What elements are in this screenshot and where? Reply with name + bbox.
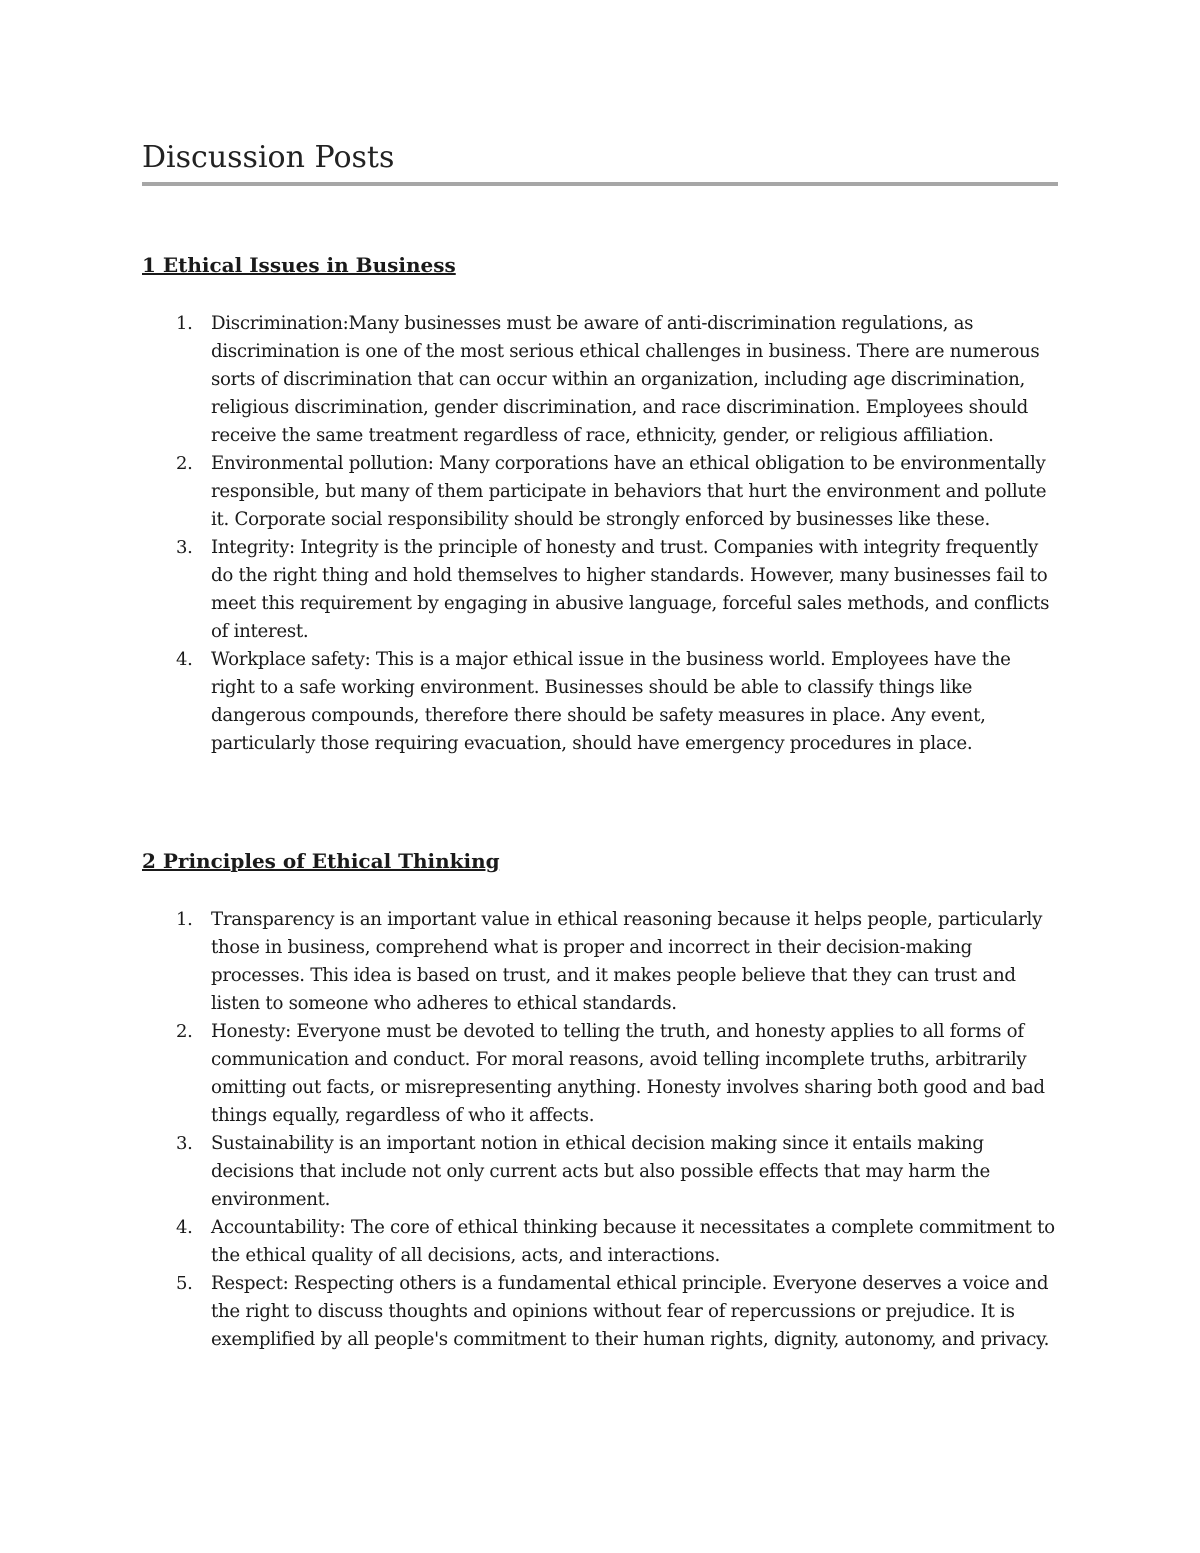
page-title: Discussion Posts — [142, 140, 395, 175]
numbered-list — [142, 906, 1058, 1354]
list-number: 2. — [176, 453, 193, 474]
list-item — [142, 646, 1058, 758]
list-number: 3. — [176, 537, 193, 558]
list-item-text: Honesty: Everyone must be devoted to telling the truth, and honesty applies to all forms of communication and conduct. For moral reasons, avoid telling incomplete truths, arbitrarily omitting out facts, or misrepresenting anything. Honesty involves sharing both good and bad things equally, regardless of who it affects. — [211, 1021, 1045, 1126]
list-number: 5. — [176, 1273, 193, 1294]
list-item-text: Transparency is an important value in ethical reasoning because it helps people, particularly those in business, comprehend what is proper and incorrect in their decision-making processes. This idea is based on trust, and it makes people believe that they can trust and listen to someone who adheres to ethical standards. — [211, 909, 1043, 1014]
list-item-text: Accountability: The core of ethical thinking because it necessitates a complete commitment to the ethical quality of all decisions, acts, and interactions. — [211, 1217, 1055, 1266]
list-item — [142, 534, 1058, 646]
list-number: 4. — [176, 1217, 193, 1238]
list-number: 2. — [176, 1021, 193, 1042]
list-item — [142, 1130, 1058, 1214]
list-number: 3. — [176, 1133, 193, 1154]
list-item-text: Sustainability is an important notion in ethical decision making since it entails making decisions that include not only current acts but also possible effects that may harm the environment. — [211, 1133, 990, 1210]
list-item — [142, 906, 1058, 1018]
list-item-text: Workplace safety: This is a major ethical issue in the business world. Employees have the right to a safe working environment. Businesses should be able to classify things like dangerous compounds, therefore there should be safety measures in place. Any event, particularly those requiring evacuation, should have emergency procedures in place. — [211, 649, 1011, 754]
list-number: 1. — [176, 313, 193, 334]
section-heading: 1 Ethical Issues in Business — [142, 253, 456, 277]
section-heading: 2 Principles of Ethical Thinking — [142, 849, 500, 873]
list-item-text: Environmental pollution: Many corporations have an ethical obligation to be environmentally responsible, but many of them participate in behaviors that hurt the environment and pollute it. Corporate social responsibility should be strongly enforced by businesses like these. — [211, 453, 1047, 530]
list-item — [142, 1214, 1058, 1270]
list-item — [142, 450, 1058, 534]
section-ethical-principles — [142, 846, 1058, 1354]
list-number: 4. — [176, 649, 193, 670]
list-item-text: Respect: Respecting others is a fundamental ethical principle. Everyone deserves a voice and the right to discuss thoughts and opinions without fear of repercussions or prejudice. It is exemplified by all people's commitment to their human rights, dignity, autonomy, and privacy. — [211, 1273, 1050, 1350]
list-item-text: Discrimination:Many businesses must be aware of anti-discrimination regulations, as discrimination is one of the most serious ethical challenges in business. There are numerous sorts of discrimination that can occur within an organization, including age discrimination, religious discrimination, gender discrimination, and race discrimination. Employees should receive the same treatment regardless of race, ethnicity, gender, or religious affiliation. — [211, 313, 1040, 446]
numbered-list — [142, 310, 1058, 758]
title-divider — [142, 182, 1058, 186]
list-item — [142, 1018, 1058, 1130]
section-ethical-issues — [142, 250, 1058, 758]
list-item — [142, 310, 1058, 450]
list-item-text: Integrity: Integrity is the principle of honesty and trust. Companies with integrity frequently do the right thing and hold themselves to higher standards. However, many businesses fail to meet this requirement by engaging in abusive language, forceful sales methods, and conflicts of interest. — [211, 537, 1050, 642]
list-item — [142, 1270, 1058, 1354]
list-number: 1. — [176, 909, 193, 930]
